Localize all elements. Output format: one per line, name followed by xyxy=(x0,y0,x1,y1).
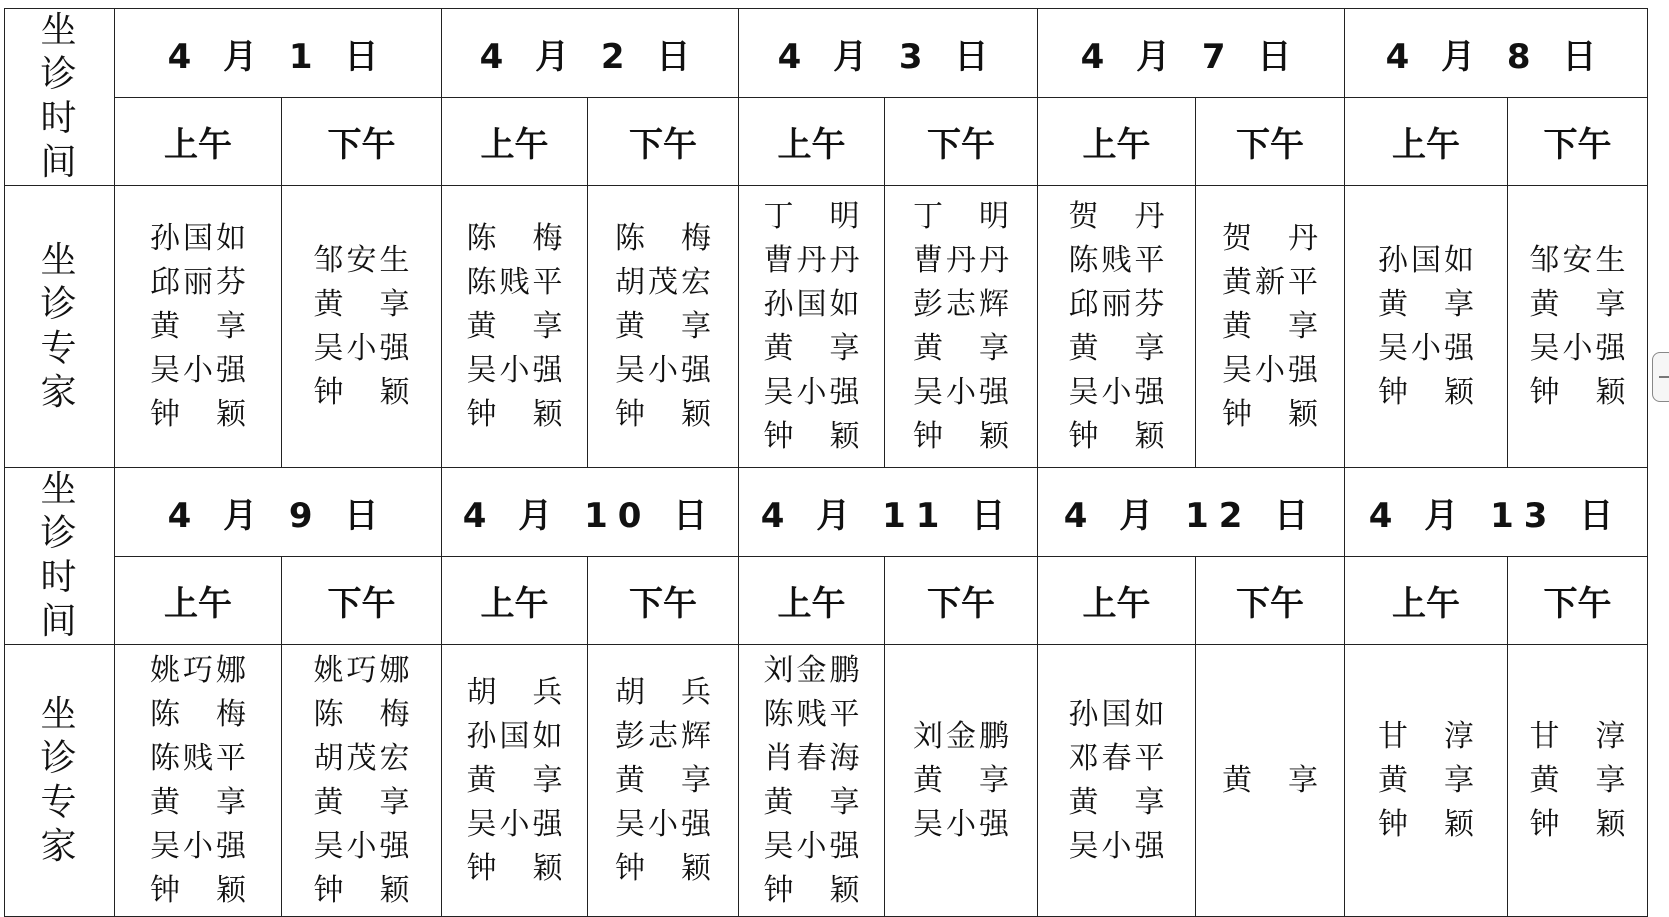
expert-name: 吴小强 xyxy=(1529,330,1626,366)
expert-name: 黄 享 xyxy=(313,784,410,820)
pm-experts-cell xyxy=(1508,645,1648,917)
expert-name: 黄 享 xyxy=(615,762,711,798)
expert-name: 黄 享 xyxy=(150,784,246,820)
time-header-text: 坐诊时间 xyxy=(40,10,79,183)
expert-list xyxy=(764,195,860,459)
session-am-label: 上午 xyxy=(442,98,588,186)
expert-name: 吴小强 xyxy=(313,330,410,366)
time-header-text: 坐诊时间 xyxy=(40,469,79,642)
expert-list xyxy=(314,239,410,415)
session-pm-label: 下午 xyxy=(588,557,739,645)
expert-list xyxy=(467,217,563,437)
am-experts-cell xyxy=(1038,186,1196,468)
expert-name: 胡 兵 xyxy=(615,674,711,710)
session-am-label: 上午 xyxy=(1345,98,1508,186)
expert-name: 吴小强 xyxy=(615,806,711,842)
expert-name: 钟 颖 xyxy=(913,418,1009,454)
date-header: 4 月 9 日 xyxy=(115,468,442,557)
expert-name: 黄 享 xyxy=(1529,286,1626,322)
expert-name: 孙国如 xyxy=(763,286,860,322)
date-header: 4 月 11 日 xyxy=(739,468,1038,557)
experts-row-text: 坐诊专家 xyxy=(40,693,79,867)
expert-name: 黄 享 xyxy=(763,330,860,366)
am-experts-cell xyxy=(442,186,588,468)
expert-name: 彭志辉 xyxy=(615,718,711,754)
expert-name: 黄新平 xyxy=(1222,264,1318,300)
expert-name: 钟 颖 xyxy=(615,396,711,432)
expert-name: 姚巧娜 xyxy=(313,652,410,688)
collapse-toggle-icon[interactable] xyxy=(1652,352,1669,402)
expert-name: 吴小强 xyxy=(763,828,860,864)
session-row xyxy=(5,557,1648,645)
expert-list xyxy=(913,715,1009,847)
am-experts-cell xyxy=(115,186,282,468)
pm-experts-cell xyxy=(885,186,1038,468)
pm-experts-cell xyxy=(282,186,442,468)
am-experts-cell xyxy=(1038,645,1196,917)
session-pm-label: 下午 xyxy=(588,98,739,186)
expert-name: 钟 颖 xyxy=(313,374,410,410)
schedule-table xyxy=(4,8,1648,917)
expert-name: 黄 享 xyxy=(913,330,1009,366)
expert-name: 陈贱平 xyxy=(1068,242,1165,278)
session-pm-label: 下午 xyxy=(1508,98,1648,186)
am-experts-cell xyxy=(739,186,885,468)
session-row xyxy=(5,98,1648,186)
expert-name: 吴小强 xyxy=(763,374,860,410)
time-header-label xyxy=(5,9,115,186)
am-experts-cell xyxy=(739,645,885,917)
expert-list xyxy=(1530,715,1626,847)
expert-list xyxy=(1378,239,1474,415)
expert-list xyxy=(1530,239,1626,415)
date-header: 4 月 1 日 xyxy=(115,9,442,98)
am-experts-cell xyxy=(1345,186,1508,468)
expert-name: 曹丹丹 xyxy=(913,242,1009,278)
expert-name: 陈贱平 xyxy=(150,740,246,776)
expert-name: 钟 颖 xyxy=(150,396,246,432)
expert-name: 胡茂宏 xyxy=(313,740,410,776)
am-experts-cell xyxy=(1345,645,1508,917)
session-pm-label: 下午 xyxy=(1196,98,1345,186)
expert-name: 邱丽芬 xyxy=(150,264,246,300)
date-header-row xyxy=(5,468,1648,557)
session-pm-label: 下午 xyxy=(282,557,442,645)
expert-name: 钟 颖 xyxy=(763,872,860,908)
expert-name: 吴小强 xyxy=(466,352,563,388)
expert-name: 钟 颖 xyxy=(1529,806,1626,842)
session-pm-label: 下午 xyxy=(885,557,1038,645)
session-pm-label: 下午 xyxy=(885,98,1038,186)
date-header-row xyxy=(5,9,1648,98)
expert-name: 吴小强 xyxy=(150,828,246,864)
expert-name: 吴小强 xyxy=(466,806,563,842)
expert-name: 钟 颖 xyxy=(1222,396,1318,432)
expert-name: 刘金鹏 xyxy=(913,718,1009,754)
session-am-label: 上午 xyxy=(1038,557,1196,645)
session-am-label: 上午 xyxy=(1345,557,1508,645)
expert-name: 钟 颖 xyxy=(615,850,711,886)
expert-name: 吴小强 xyxy=(615,352,711,388)
time-header-label xyxy=(5,468,115,645)
am-experts-cell xyxy=(442,645,588,917)
expert-name: 钟 颖 xyxy=(150,872,246,908)
expert-name: 贺 丹 xyxy=(1222,220,1318,256)
expert-name: 孙国如 xyxy=(150,220,246,256)
expert-list xyxy=(615,217,711,437)
experts-row xyxy=(5,645,1648,917)
expert-list xyxy=(1222,759,1318,803)
session-pm-label: 下午 xyxy=(282,98,442,186)
session-am-label: 上午 xyxy=(442,557,588,645)
expert-name: 黄 享 xyxy=(1068,330,1165,366)
date-header: 4 月 7 日 xyxy=(1038,9,1345,98)
expert-name: 邹安生 xyxy=(313,242,410,278)
expert-name: 陈 梅 xyxy=(615,220,711,256)
schedule-body xyxy=(5,9,1648,917)
expert-name: 黄 享 xyxy=(1378,286,1474,322)
expert-name: 甘 淳 xyxy=(1529,718,1626,754)
expert-name: 黄 享 xyxy=(615,308,711,344)
expert-name: 吴小强 xyxy=(1068,374,1165,410)
pm-experts-cell xyxy=(1196,645,1345,917)
expert-name: 孙国如 xyxy=(1068,696,1165,732)
pm-experts-cell xyxy=(588,186,739,468)
expert-name: 钟 颖 xyxy=(763,418,860,454)
pm-experts-cell xyxy=(1508,186,1648,468)
expert-name: 邹安生 xyxy=(1529,242,1626,278)
expert-name: 吴小强 xyxy=(913,806,1009,842)
date-header: 4 月 13 日 xyxy=(1345,468,1648,557)
expert-name: 钟 颖 xyxy=(1068,418,1165,454)
date-header: 4 月 3 日 xyxy=(739,9,1038,98)
expert-name: 黄 享 xyxy=(1529,762,1626,798)
session-am-label: 上午 xyxy=(739,98,885,186)
expert-name: 黄 享 xyxy=(150,308,246,344)
expert-name: 胡 兵 xyxy=(466,674,563,710)
expert-name: 钟 颖 xyxy=(1378,806,1474,842)
expert-name: 刘金鹏 xyxy=(763,652,860,688)
expert-name: 丁 明 xyxy=(913,198,1009,234)
expert-name: 陈 梅 xyxy=(150,696,246,732)
expert-name: 钟 颖 xyxy=(1529,374,1626,410)
expert-name: 钟 颖 xyxy=(1378,374,1474,410)
date-header: 4 月 2 日 xyxy=(442,9,739,98)
expert-name: 黄 享 xyxy=(763,784,860,820)
expert-name: 黄 享 xyxy=(1222,762,1318,798)
expert-name: 吴小强 xyxy=(913,374,1009,410)
expert-name: 胡茂宏 xyxy=(615,264,711,300)
expert-list xyxy=(467,671,563,891)
expert-name: 邱丽芬 xyxy=(1068,286,1165,322)
expert-list xyxy=(1069,195,1165,459)
date-header: 4 月 12 日 xyxy=(1038,468,1345,557)
pm-experts-cell xyxy=(282,645,442,917)
expert-list xyxy=(150,649,246,913)
pm-experts-cell xyxy=(885,645,1038,917)
expert-name: 陈 梅 xyxy=(313,696,410,732)
pm-experts-cell xyxy=(588,645,739,917)
experts-row-text: 坐诊专家 xyxy=(40,239,79,413)
session-am-label: 上午 xyxy=(739,557,885,645)
experts-row-label xyxy=(5,645,115,917)
expert-name: 黄 享 xyxy=(313,286,410,322)
expert-name: 吴小强 xyxy=(313,828,410,864)
expert-name: 黄 享 xyxy=(1378,762,1474,798)
expert-list xyxy=(1378,715,1474,847)
expert-list xyxy=(1069,693,1165,869)
expert-name: 曹丹丹 xyxy=(763,242,860,278)
expert-list xyxy=(913,195,1009,459)
expert-name: 丁 明 xyxy=(763,198,860,234)
expert-name: 黄 享 xyxy=(913,762,1009,798)
session-am-label: 上午 xyxy=(1038,98,1196,186)
expert-name: 吴小强 xyxy=(1222,352,1318,388)
session-am-label: 上午 xyxy=(115,98,282,186)
expert-name: 钟 颖 xyxy=(466,396,563,432)
expert-name: 孙国如 xyxy=(466,718,563,754)
expert-name: 姚巧娜 xyxy=(150,652,246,688)
expert-name: 黄 享 xyxy=(466,308,563,344)
expert-list xyxy=(150,217,246,437)
expert-list xyxy=(615,671,711,891)
session-pm-label: 下午 xyxy=(1508,557,1648,645)
experts-row xyxy=(5,186,1648,468)
expert-name: 贺 丹 xyxy=(1068,198,1165,234)
expert-name: 肖春海 xyxy=(763,740,860,776)
expert-name: 陈 梅 xyxy=(466,220,563,256)
expert-name: 孙国如 xyxy=(1378,242,1474,278)
expert-name: 陈贱平 xyxy=(466,264,563,300)
expert-name: 吴小强 xyxy=(150,352,246,388)
expert-name: 吴小强 xyxy=(1068,828,1165,864)
expert-name: 邓春平 xyxy=(1068,740,1165,776)
expert-name: 钟 颖 xyxy=(466,850,563,886)
am-experts-cell xyxy=(115,645,282,917)
expert-list xyxy=(764,649,860,913)
date-header: 4 月 8 日 xyxy=(1345,9,1648,98)
expert-name: 彭志辉 xyxy=(913,286,1009,322)
date-header: 4 月 10 日 xyxy=(442,468,739,557)
expert-name: 吴小强 xyxy=(1378,330,1474,366)
expert-name: 陈贱平 xyxy=(763,696,860,732)
expert-list xyxy=(1222,217,1318,437)
experts-row-label xyxy=(5,186,115,468)
expert-list xyxy=(314,649,410,913)
pm-experts-cell xyxy=(1196,186,1345,468)
expert-name: 黄 享 xyxy=(1222,308,1318,344)
expert-name: 钟 颖 xyxy=(313,872,410,908)
expert-name: 黄 享 xyxy=(1068,784,1165,820)
expert-name: 甘 淳 xyxy=(1378,718,1474,754)
session-pm-label: 下午 xyxy=(1196,557,1345,645)
expert-name: 黄 享 xyxy=(466,762,563,798)
session-am-label: 上午 xyxy=(115,557,282,645)
